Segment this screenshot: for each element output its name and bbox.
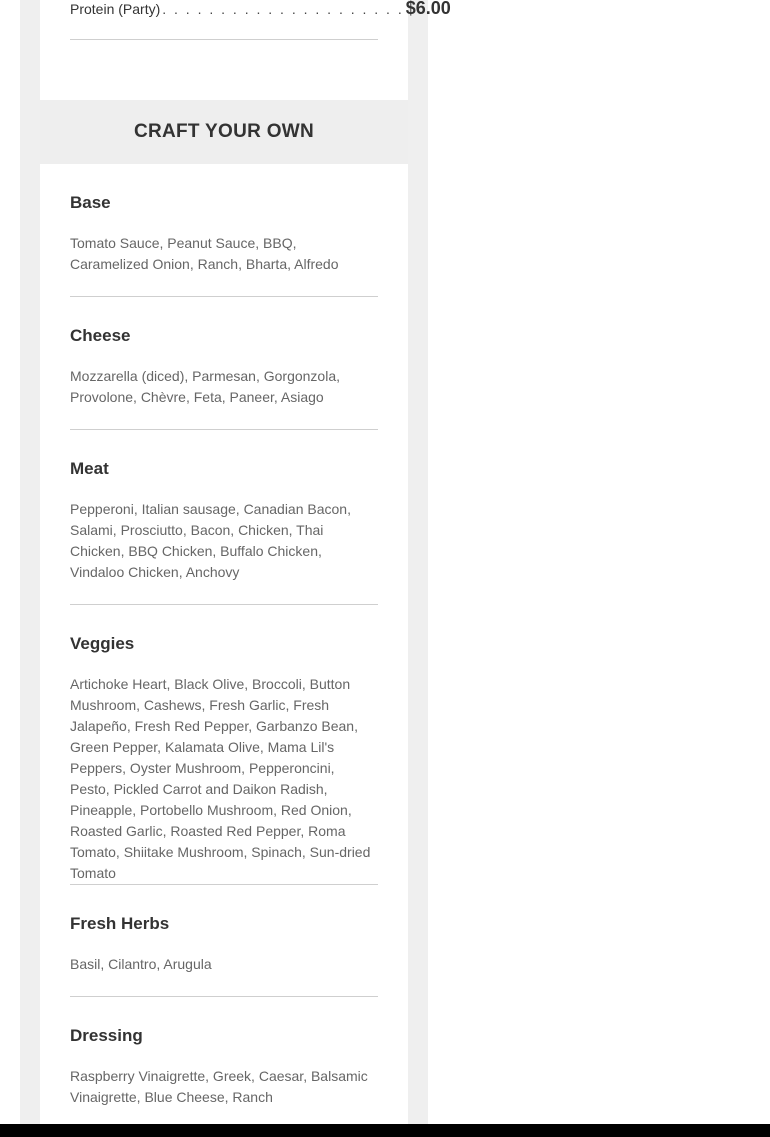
category-items-meat: Pepperoni, Italian sausage, Canadian Bacon, Salami, Prosciutto, Bacon, Chicken, Thai Chicken, BBQ Chicken, Buffalo Chicken, Vindaloo Chicken, Anchovy [70, 501, 351, 580]
section-header-craft-your-own [40, 100, 408, 164]
category-title-cheese: Cheese [70, 326, 131, 345]
divider [70, 39, 378, 40]
category-items-dressing: Raspberry Vinaigrette, Greek, Caesar, Balsamic Vinaigrette, Blue Cheese, Ranch [70, 1068, 368, 1105]
divider [70, 884, 378, 885]
category-items-veggies: Artichoke Heart, Black Olive, Broccoli, Button Mushroom, Cashews, Fresh Garlic, Fresh Jalapeño, Fresh Red Pepper, Garbanzo Bean, Green Pepper, Kalamata Olive, Mama Lil's Peppers, Oyster Mushroom, Pepperoncini, Pesto, Pickled Carrot and Daikon Radish, Pineapple, Portobello Mushroom, Red Onion, Roasted Garlic, Roasted Red Pepper, Roma Tomato, Shiitake Mushroom, Spinach, Sun-dried Tomato [70, 676, 371, 881]
category-title-veggies: Veggies [70, 634, 135, 653]
menu-item-label: Protein (Party) [70, 1, 161, 17]
section-title: CRAFT YOUR OWN [133, 121, 315, 142]
category-title-base: Base [70, 193, 111, 212]
page-gutter [0, 0, 20, 1124]
menu-item-price: $6.00 [405, 0, 451, 18]
divider [70, 996, 378, 997]
divider [70, 604, 378, 605]
category-items-fresh-herbs: Basil, Cilantro, Arugula [70, 956, 212, 972]
menu-item-leader-dots: . . . . . . . . . . . . . . . . . . . . . [162, 1, 404, 17]
category-title-meat: Meat [70, 459, 109, 478]
category-title-dressing: Dressing [70, 1026, 143, 1045]
menu-item-protein-party [70, 0, 451, 22]
category-items-cheese: Mozzarella (diced), Parmesan, Gorgonzola, Provolone, Chèvre, Feta, Paneer, Asiago [70, 368, 341, 405]
divider [70, 429, 378, 430]
category-items-base: Tomato Sauce, Peanut Sauce, BBQ, Caramelized Onion, Ranch, Bharta, Alfredo [70, 235, 339, 272]
divider [70, 296, 378, 297]
footer-bar [0, 1124, 770, 1137]
category-title-fresh-herbs: Fresh Herbs [70, 914, 170, 933]
